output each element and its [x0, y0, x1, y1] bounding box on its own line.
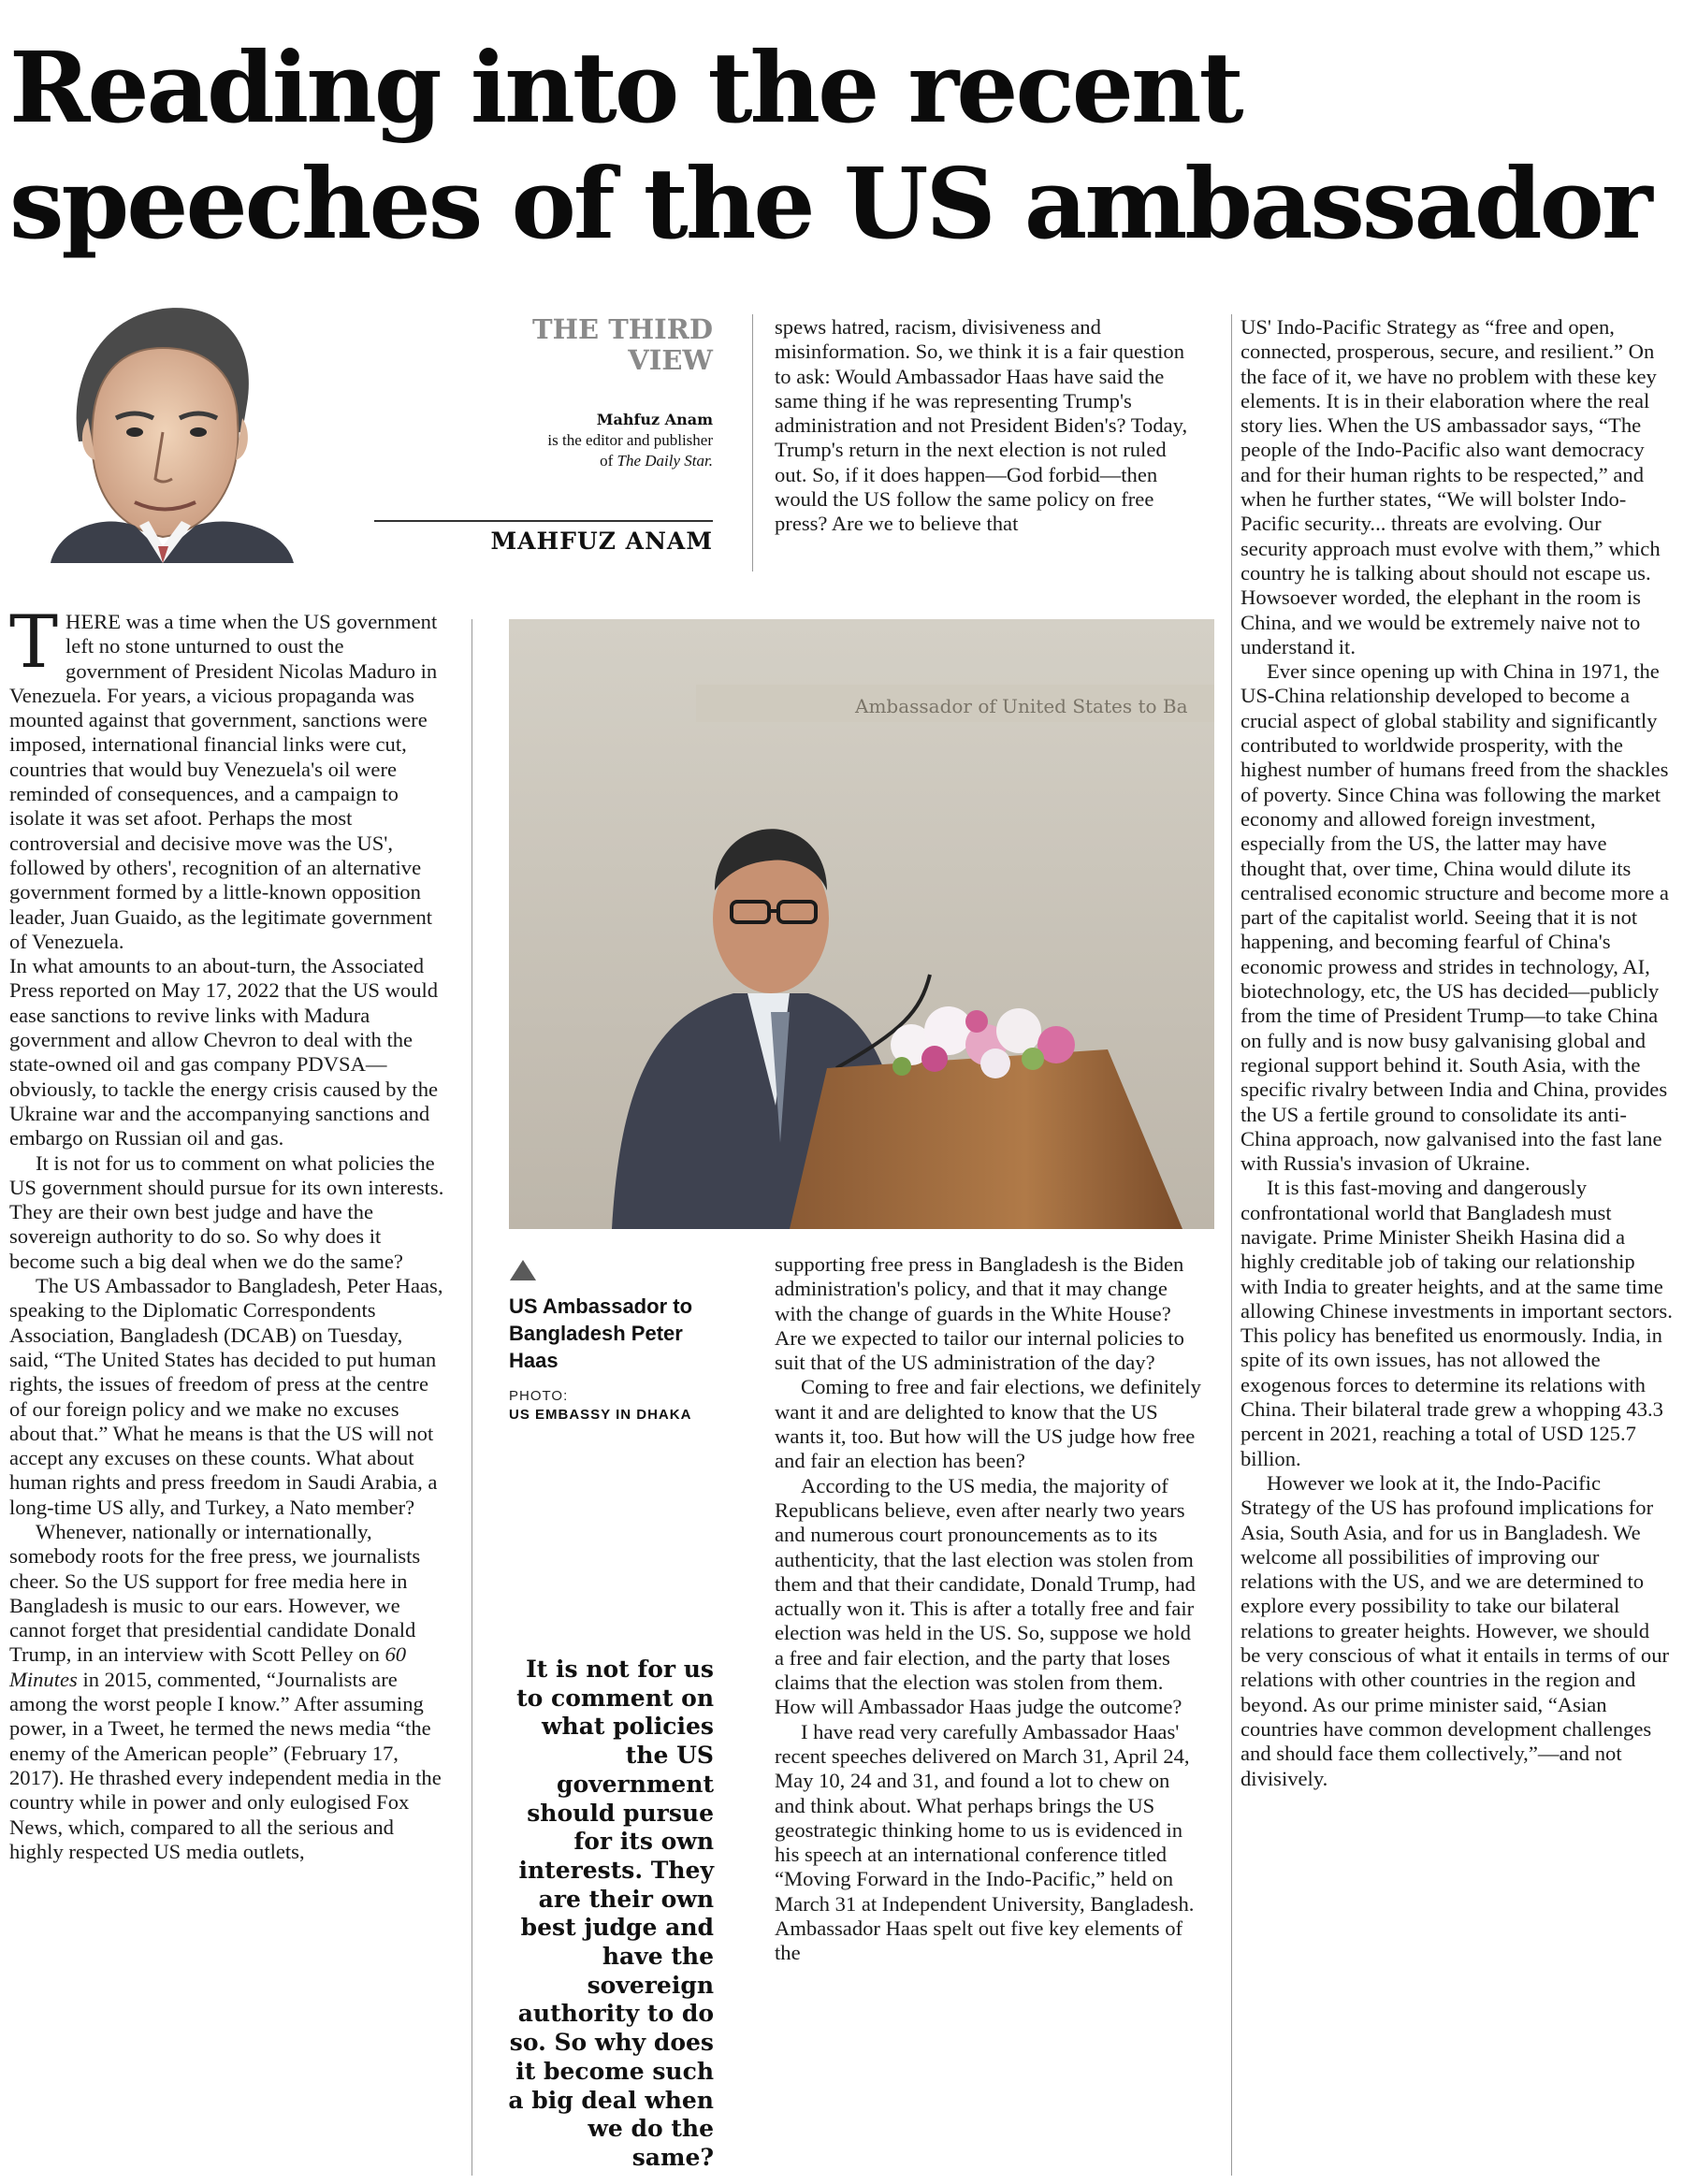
paragraph: US' Indo-Pacific Strategy as “free and open, connected, prosperous, secure, and resilient.” On the face of it, we have no problem with these key elements. It is in their elaboration where the real story lies. When the US ambassador says, “The people of the Indo-Pacific also want democracy and for their human rights to be respected,” and when he further states, “We will bolster Indo-Pacific security... threats are evolving. Our security approach must evolve with them,” which country he is talking about should not escape us. Howsoever worded, the elephant in the room is China, and we would be extremely naive not to understand it. — [1240, 315, 1661, 658]
ambassador-photo — [509, 619, 1214, 1229]
pull-quote: It is not for us to comment on what policies the US government should pursue for its own interests. They are their own best judge and have the sovereign authority to do so. So why does it become such a big deal when we do the same? — [508, 1656, 714, 2171]
paragraph-text: Whenever, nationally or internationally, somebody roots for the free press, we journalists cheer. So the US support for free media here in Bangladesh is music to our ears. However, we cannot forget that presidential candidate Donald Trump, in an interview with Scott Pelley on — [9, 1519, 421, 1667]
show-title: 60 Minutes — [9, 1642, 407, 1691]
photo-credit-label: PHOTO: — [509, 1388, 569, 1404]
backdrop-text: Ambassador of United States to Ba — [855, 695, 1188, 717]
paragraph: However we look at it, the Indo-Pacific Strategy of the US has profound implications for Asia, South Asia, and for us in Bangladesh. We welcome all possibilities of improving our relations with the US, and we are determined to explore every possibility to take our bilateral relations to greater heights. However, we should be very conscious of what it entails in terms of our relations with other countries in the region and beyond. As our prime minister said, “Asian countries have common development challenges and should face them collectively,”—and not divisively. — [1240, 1470, 1670, 1790]
author-bio-publication — [393, 451, 713, 471]
drop-cap: T — [9, 600, 59, 685]
author-portrait — [13, 292, 397, 563]
paragraph — [9, 600, 445, 954]
paragraph: supporting free press in Bangladesh is the Biden administration's policy, and that it may change with the change of guards in the White House? Are we expected to tailor our internal policies to suit that of the US administration of the day? — [775, 1252, 1184, 1375]
article-column-2-top — [775, 315, 1203, 537]
paragraph: In what amounts to an about-turn, the Associated Press reported on May 17, 2022 that the US would ease sanctions to revive links with Madura government and allow Chevron to deal with the state-owned oil and gas company PDVSA—obviously, to tackle the energy crisis caused by the Ukraine war and the accompanying sanctions and embargo on Russian oil and gas. — [9, 954, 439, 1150]
photo-credit: US EMBASSY IN DHAKA — [509, 1407, 692, 1423]
article-column-1 — [9, 600, 445, 1864]
article-column-4 — [1240, 315, 1673, 1791]
article-column-3 — [775, 1252, 1205, 1966]
paragraph: spews hatred, racism, divisiveness and misinformation. So, we think it is a fair question to ask: Would Ambassador Haas have said the same thing if he was representing Trump's administration and not President Biden's? Today, Trump's return in the next election is not ruled out. So, if it does happen—God forbid—then would the US follow the same policy on free press? Are we to believe that — [775, 315, 1188, 536]
paragraph: Coming to free and fair elections, we definitely want it and are delighted to know that the US wants it, too. But how will the US judge how free and fair an election has been? — [775, 1375, 1201, 1473]
paragraph — [9, 1520, 445, 1864]
paragraph-text: in 2015, commented, “Journalists are among the worst people I know.” After assuming power, in a Tweet, he termed the news media “the enemy of the American people” (February 17, 2017). He thrashed every independent media in the country while in power and only eulogised Fox News, which, compared to all the serious and highly respected US media outlets, — [9, 1667, 442, 1863]
headline: Reading into the recent speeches of the US ambassador — [9, 30, 1650, 261]
caption-arrow-icon — [510, 1260, 536, 1280]
author-bio-prefix: of — [600, 452, 614, 470]
paragraph: Ever since opening up with China in 1971, the US-China relationship developed to become a crucial aspect of global stability and significantly contributed to worldwide prosperity, with the highest number of humans freed from the shackles of poverty. Since China was following the market economy and allowed foreign investment, especially from the US, the latter may have thought that, over time, China would dilute its centralised economic structure and become more a part of the capitalist world. Seeing that it is not happening, and becoming fearful of China's economic prowess and strides in technology, AI, biotechnology, etc, the US has decided—publicly from the time of President Trump—to take China on fully and is now busy galvanising global and regional support behind it. South Asia, with the specific rivalry between India and China, provides the US a fertile ground to consolidate its anti-China approach, now galvanised into the fast lane with Russia's invasion of Ukraine. — [1240, 659, 1669, 1176]
photo-illustration — [509, 619, 1214, 1229]
column-divider — [752, 314, 753, 571]
paragraph: It is not for us to comment on what policies the US government should pursue for its own interests. They are their own best judge and have the sovereign authority to do so. So why does it become such a big deal when we do the same? — [9, 1150, 444, 1273]
publication-name: The Daily Star. — [617, 452, 713, 470]
column-divider — [1231, 314, 1232, 2176]
paragraph: It is this fast-moving and dangerously confrontational world that Bangladesh must navigate. Prime Minister Sheikh Hasina did a highly creditable job of taking our relationship with India to greater heights, and at the same time allowing Chinese investments in important sectors. This policy has benefited us enormously. India, in spite of its own issues, has not allowed the exogenous forces to determine its relations with China. Their bilateral trade grew a whopping 43.3 percent in 2021, reaching a total of USD 125.7 billion. — [1240, 1176, 1673, 1470]
byline-rule — [374, 520, 713, 522]
paragraph: According to the US media, the majority of Republicans believe, even after nearly two years and numerous court pronouncements as to its authenticity, that the last election was stolen from them and that their candidate, Donald Trump, had actually won it. This is after a totally free and fair election was held in the US. So, suppose we hold a free and fair election, and the party that loses claims that the election was stolen from them. How will Ambassador Haas judge the outcome? — [775, 1473, 1196, 1719]
paragraph: I have read very carefully Ambassador Haas' recent speeches delivered on March 31, April 24, May 10, 24 and 31, and found a lot to chew on and think about. What perhaps brings the US geostrategic thinking home to us is evidenced in his speech at an international conference titled “Moving Forward in the Indo-Pacific,” held on March 31 at Independent University, Bangladesh. Ambassador Haas spelt out five key elements of the — [775, 1719, 1195, 1965]
author-bio: is the editor and publisher — [547, 431, 713, 449]
paragraph-text: HERE was a time when the US government left no stone unturned to oust the government of President Nicolas Maduro in Venezuela. For years, a vicious propaganda was mounted against that government, sanctions were imposed, international financial links were cut, countries that would buy Venezuela's oil were reminded of consequences, and a campaign to isolate it was set afoot. Perhaps the most controversial and decisive move was the US', followed by others', recognition of an alternative government formed by a little-known opposition leader, Juan Guaido, as the legitimate government of Venezuela. — [9, 610, 438, 953]
column-label: THE THIRD VIEW — [532, 313, 713, 376]
author-name: Mahfuz Anam — [596, 411, 713, 428]
paragraph: The US Ambassador to Bangladesh, Peter Haas, speaking to the Diplomatic Correspondents Association, Bangladesh (DCAB) on Tuesday, said, “The United States has decided to put human rights, the issues of freedom of press at the centre of our foreign policy and we make no excuses about that.” What he means is that the US will not accept any excuses on these counts. What about human rights and press freedom in Saudi Arabia, a long-time US ally, and Turkey, a Nato member? — [9, 1274, 443, 1519]
byline: MAHFUZ ANAM — [490, 528, 713, 555]
photo-caption: US Ambassador to Bangladesh Peter Haas — [509, 1294, 693, 1372]
